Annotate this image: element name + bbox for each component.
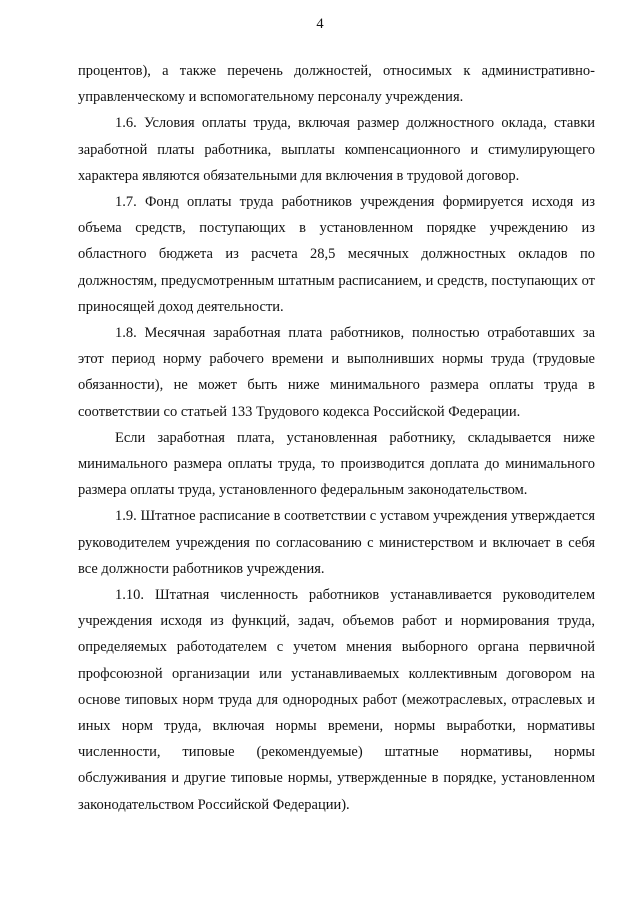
paragraph-1-6: 1.6. Условия оплаты труда, включая размер должностного оклада, ставки заработной платы работника, выплаты компенсационного и стимулирующего характера являются обязательными для включения в трудовой договор. <box>78 115 595 184</box>
paragraph-continuation: процентов), а также перечень должностей, относимых к административно-управленческому и вспомогательному персоналу учреждения. <box>78 63 595 106</box>
paragraph-1-8: 1.8. Месячная заработная плата работников, полностью отработавших за этот период норму рабочего времени и выполнивших нормы труда (трудовые обязанности), не может быть ниже минимального размера оплаты труда в соответствии со статьей 133 Трудового кодекса Российской Федерации. <box>78 325 595 420</box>
paragraph-1-8-minimum-wage: Если заработная плата, установленная работнику, складывается ниже минимального размера оплаты труда, то производится доплата до минимального размера оплаты труда, установленного федеральным законодательством. <box>78 429 595 499</box>
paragraph-1-9: 1.9. Штатное расписание в соответствии с уставом учреждения утверждается руководителем учреждения по согласованию с министерством и включает в себя все должности работников учреждения. <box>78 508 595 577</box>
document-body <box>78 58 595 818</box>
paragraph-1-10: 1.10. Штатная численность работников устанавливается руководителем учреждения исходя из функций, задач, объемов работ и нормирования труда, определяемых работодателем с учетом мнения выборного органа первичной профсоюзной организации или устанавливаемых коллективным договором на основе типовых норм труда для однородных работ (межотраслевых, отраслевых и иных норм труда, включая нормы времени, нормы выработки, нормативы численности, типовые (рекомендуемые) штатные нормативы, нормы обслуживания и другие типовые нормы, утвержденные в порядке, установленном законодательством Российской Федерации). <box>78 587 595 813</box>
page-number: 4 <box>316 16 324 32</box>
paragraph-1-7: 1.7. Фонд оплаты труда работников учреждения формируется исходя из объема средств, поступающих в установленном порядке учреждению из областного бюджета из расчета 28,5 месячных должностных окладов по должностям, предусмотренным штатным расписанием, и средств, поступающих от приносящей доход деятельности. <box>78 194 595 315</box>
